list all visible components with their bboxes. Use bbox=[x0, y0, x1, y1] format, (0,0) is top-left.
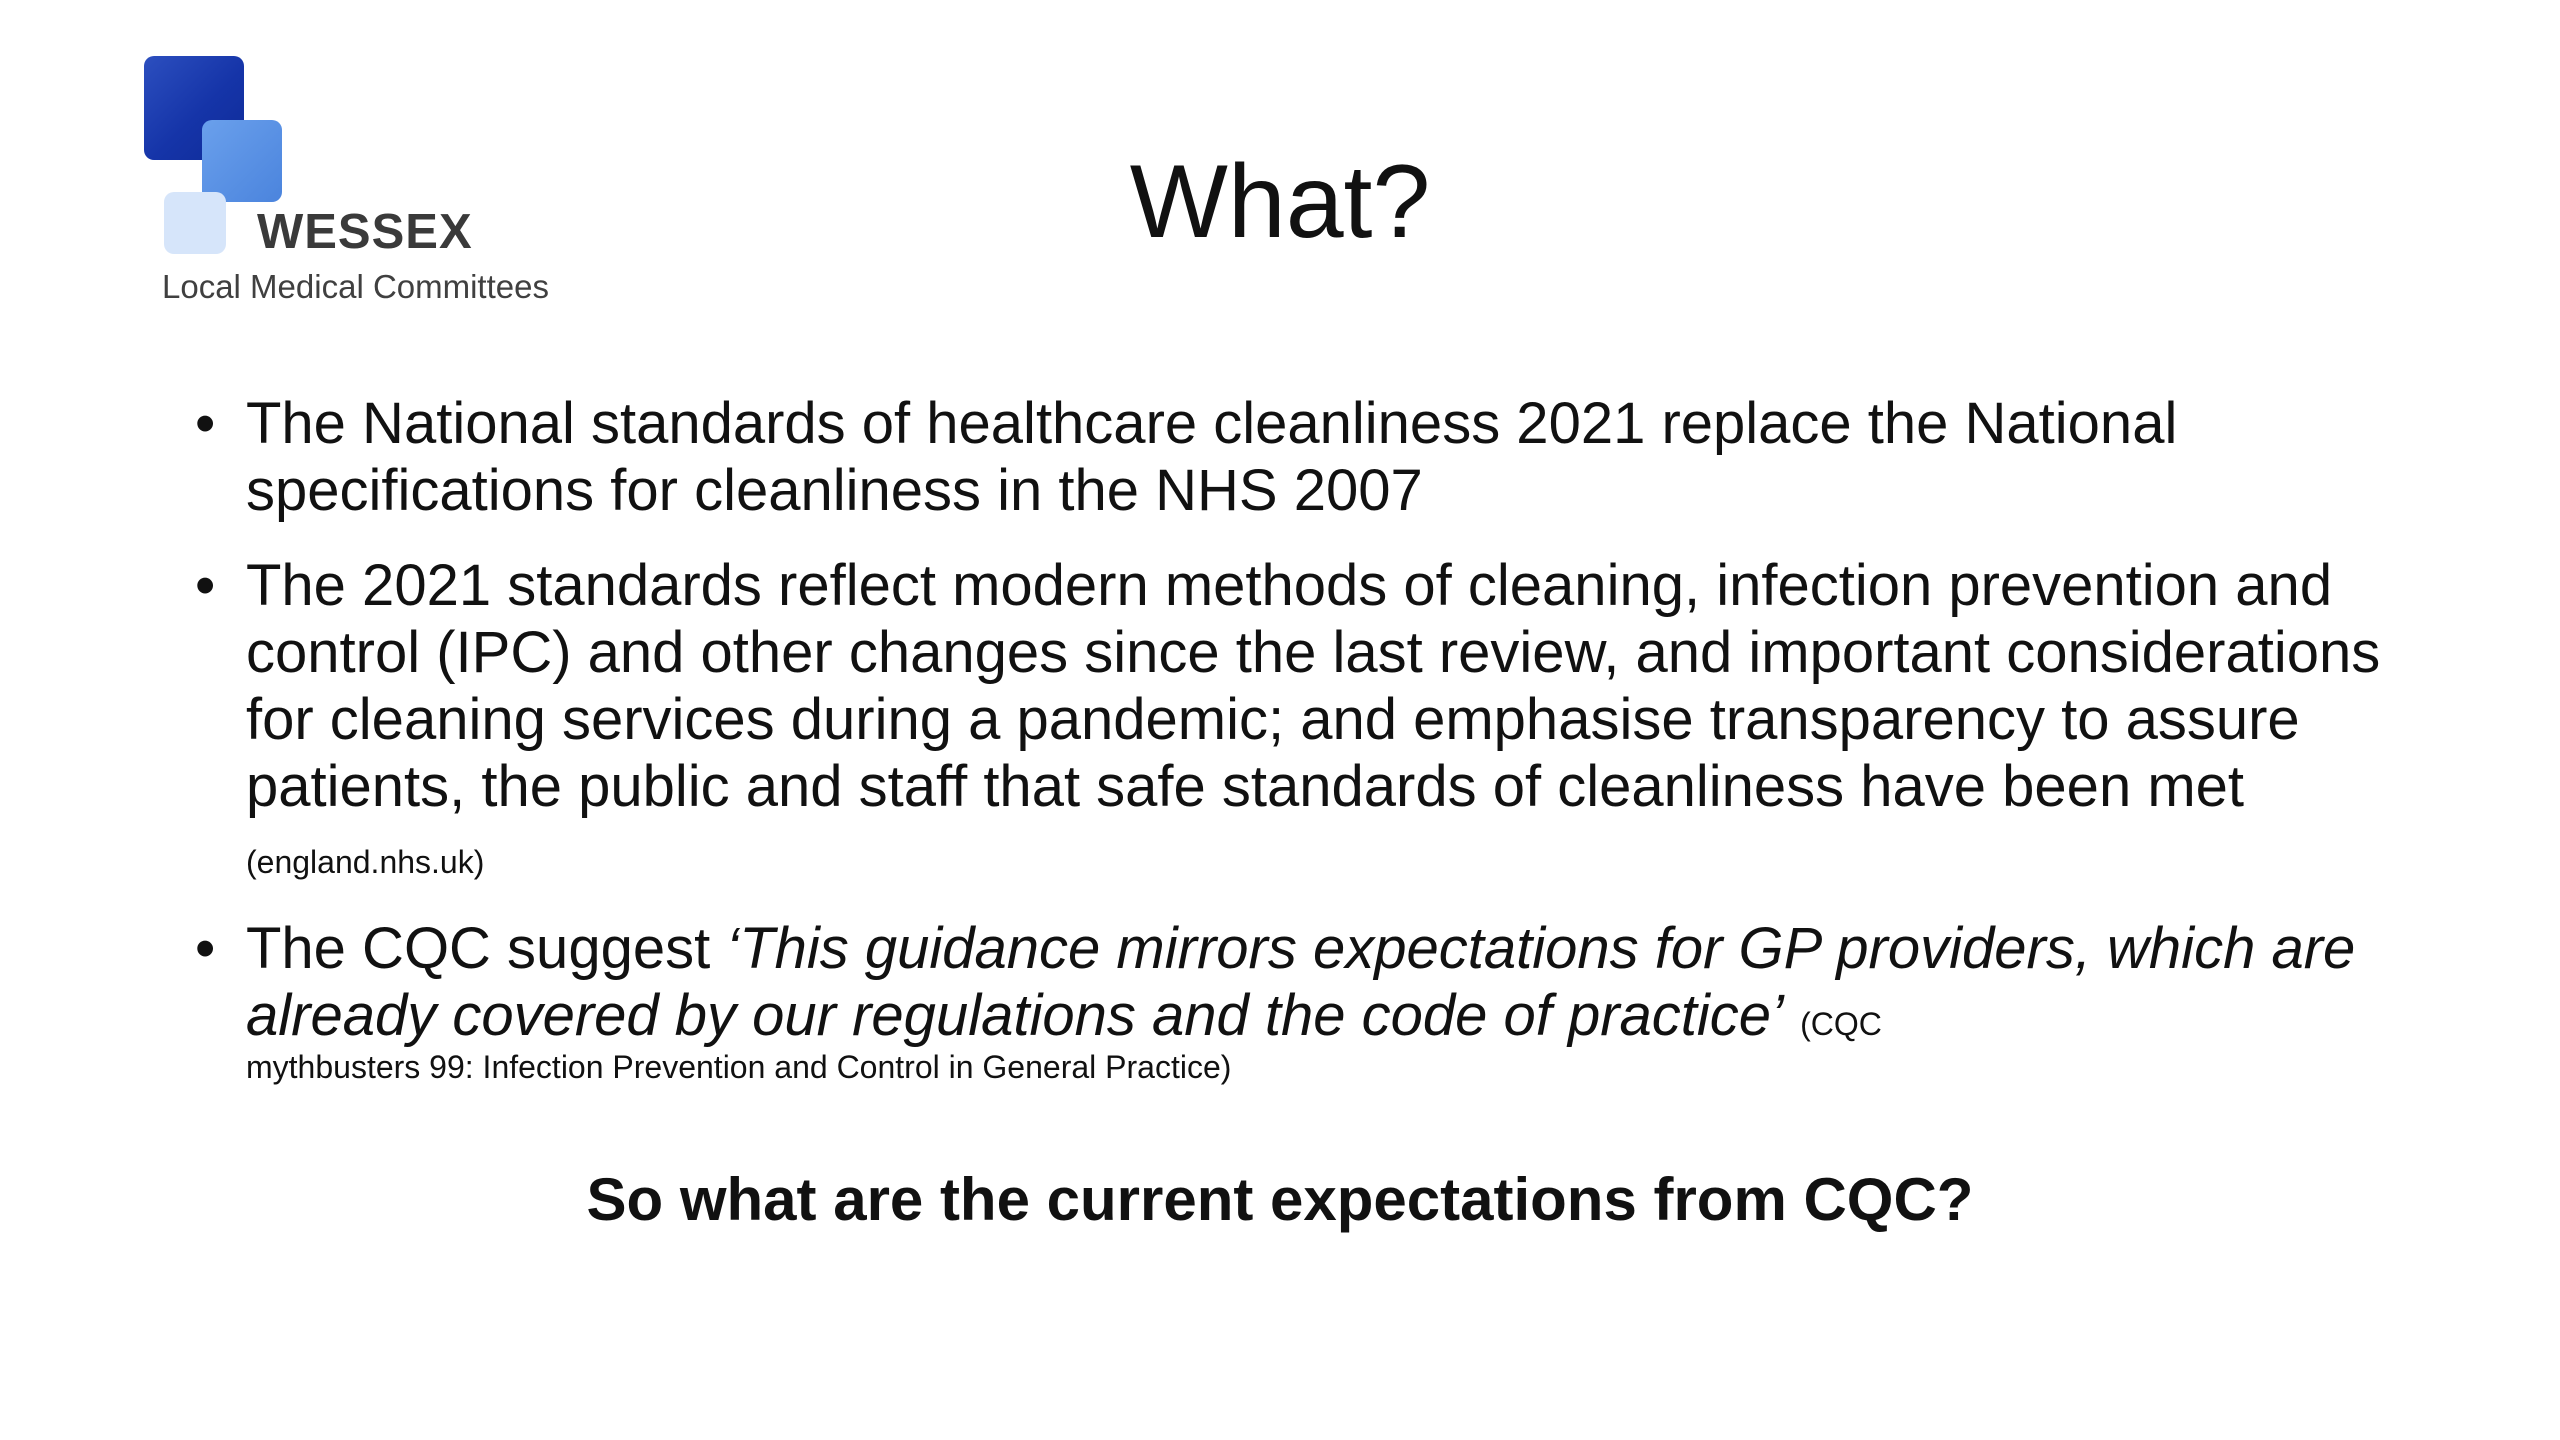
closing-question: So what are the current expectations from CQC? bbox=[586, 1166, 1974, 1233]
bullet-dot-icon: • bbox=[195, 916, 216, 981]
bullet-item bbox=[195, 552, 2425, 887]
logo-subtitle: Local Medical Committees bbox=[162, 268, 549, 305]
bullet-source: (CQC bbox=[1800, 1006, 1882, 1042]
bullet-source: (england.nhs.uk) bbox=[246, 844, 485, 880]
bullet-text: The 2021 standards reflect modern methods of cleaning, infection prevention and control (IPC) and other changes since the last review, and important considerations for cleaning services during a pandemic; and emphasise transparency to assure patients, the public and staff that safe standards of cleanliness have been met bbox=[246, 553, 2381, 819]
slide-title: What? bbox=[1129, 144, 1431, 260]
logo-name: WESSEX bbox=[257, 205, 473, 259]
bullet-item bbox=[195, 390, 2425, 524]
bullet-text: The National standards of healthcare cleanliness 2021 replace the National specifications for cleanliness in the NHS 2007 bbox=[246, 391, 2178, 523]
bullet-source-continued: mythbusters 99: Infection Prevention and Control in General Practice) bbox=[246, 1049, 1232, 1085]
bullet-item bbox=[195, 915, 2425, 1087]
bullet-quote: ‘This guidance mirrors expectations for GP providers, which are already covered by our regulations and the code of practice’ bbox=[246, 916, 2356, 1048]
bullet-list bbox=[195, 390, 2425, 1115]
bullet-dot-icon: • bbox=[195, 391, 216, 456]
bullet-lead: The CQC suggest bbox=[246, 916, 727, 981]
bullet-dot-icon: • bbox=[195, 553, 216, 618]
